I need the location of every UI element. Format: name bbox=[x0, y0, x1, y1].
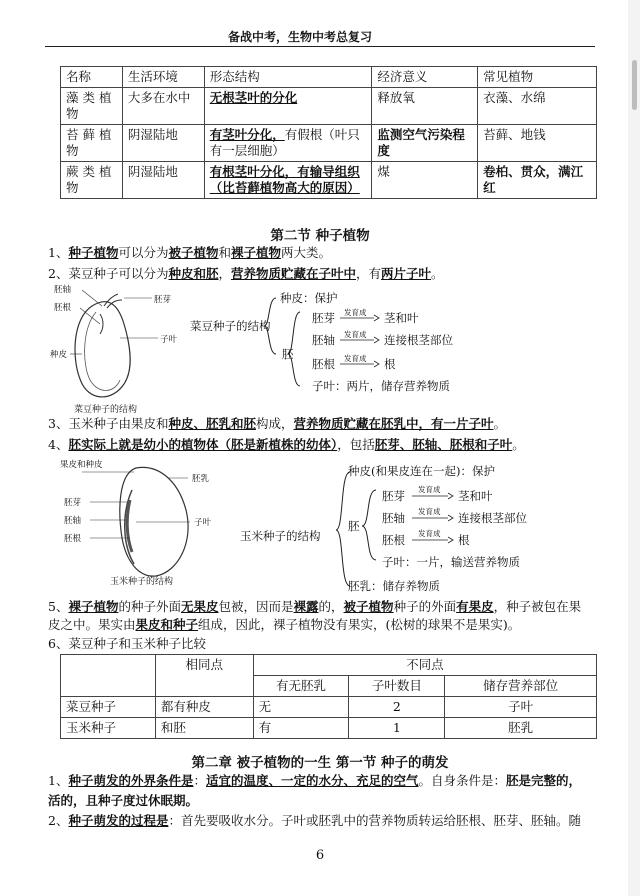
para-number: 1、 bbox=[48, 245, 69, 260]
paragraph-2 bbox=[48, 265, 444, 283]
term: 裸露 bbox=[293, 599, 319, 614]
label-pericarp-coat: 果皮和种皮 bbox=[60, 460, 103, 470]
text: 的种子外面 bbox=[118, 599, 181, 614]
develop-label: 发育成 bbox=[418, 485, 441, 494]
term: 营养物质贮藏在子叶中 bbox=[231, 266, 357, 281]
term: 活的，且种子度过休眠期。 bbox=[48, 793, 199, 808]
subheader-cell: 有无胚乳 bbox=[253, 676, 349, 697]
table-header-row bbox=[61, 655, 597, 676]
para-number: 1、 bbox=[48, 773, 69, 788]
text: ：首先要吸收水分。子叶或胚乳中的营养物质转运给胚根、胚芽、胚轴。随 bbox=[168, 813, 581, 828]
seed-compare-table bbox=[60, 654, 597, 739]
term: 种子萌发的外界条件是 bbox=[68, 773, 194, 788]
term: 果皮和种子 bbox=[135, 617, 199, 632]
cell-env: 阴湿陆地 bbox=[122, 162, 204, 199]
cell-same: 都有种皮 bbox=[155, 697, 253, 718]
header-cell: 生活环境 bbox=[122, 67, 204, 88]
label-hypocotyl: 胚轴 bbox=[54, 285, 72, 295]
structure-rest: 有假根（叶只有一层细胞） bbox=[209, 127, 360, 158]
embryo-node: 胚 bbox=[282, 347, 294, 361]
label-radicle: 胚根 bbox=[54, 303, 72, 313]
term: 种子萌发的过程是 bbox=[68, 813, 169, 828]
term: 胚是完整的， bbox=[506, 773, 582, 788]
term: 胚芽、胚轴、胚根和子叶 bbox=[374, 437, 513, 452]
plant-table bbox=[60, 66, 597, 199]
subheader-cell: 子叶数目 bbox=[349, 676, 445, 697]
cotyledon-node: 子叶：一片，输送营养物质 bbox=[382, 555, 520, 569]
radicle-node: 胚根 bbox=[382, 533, 405, 547]
paragraph-5-cont bbox=[48, 616, 520, 634]
text: 的， bbox=[318, 599, 344, 614]
paragraph-1 bbox=[48, 244, 331, 262]
cell-endosperm: 有 bbox=[253, 718, 349, 739]
header-same: 相同点 bbox=[155, 655, 253, 697]
text: 。 bbox=[493, 416, 507, 431]
hypocotyl-node: 胚轴 bbox=[312, 333, 335, 347]
term: 种子植物 bbox=[68, 245, 119, 260]
radicle-result: 根 bbox=[458, 533, 470, 547]
develop-label: 发育成 bbox=[418, 529, 441, 538]
para-number: 4、 bbox=[48, 437, 69, 452]
header-cell: 常见植物 bbox=[478, 67, 597, 88]
page-number: 6 bbox=[315, 848, 325, 863]
structure-emph: 有茎叶分化， bbox=[209, 127, 285, 142]
cell-cotyledons: 2 bbox=[349, 697, 445, 718]
paragraph-6: 6、菜豆种子和玉米种子比较 bbox=[48, 636, 206, 651]
text: ，有 bbox=[356, 266, 382, 281]
cell-plants: 卷柏、贯众，满江红 bbox=[478, 162, 597, 199]
vertical-scrollbar[interactable] bbox=[628, 0, 640, 896]
structure-emph: 有根茎叶分化，有输导组织（比苔藓植物高大的原因） bbox=[209, 164, 360, 195]
radicle-node: 胚根 bbox=[312, 357, 335, 371]
header-cell-empty bbox=[61, 655, 156, 697]
structure-emph: 无根茎叶的分化 bbox=[209, 90, 298, 105]
chapter-paragraph-1 bbox=[48, 772, 581, 790]
label-seed-coat: 种皮 bbox=[50, 350, 68, 360]
term: 被子植物 bbox=[343, 599, 394, 614]
label-endosperm: 胚乳 bbox=[192, 474, 210, 484]
header-cell: 名称 bbox=[61, 67, 123, 88]
paragraph-5 bbox=[48, 598, 581, 616]
scrollbar-thumb[interactable] bbox=[632, 60, 637, 110]
cell-name: 苔 藓 植 物 bbox=[61, 125, 123, 162]
radicle-result: 根 bbox=[384, 357, 396, 371]
text: 和 bbox=[218, 245, 232, 260]
cell-env: 阴湿陆地 bbox=[122, 125, 204, 162]
plumule-node: 胚芽 bbox=[312, 311, 335, 325]
cell-storage: 胚乳 bbox=[445, 718, 597, 739]
header-cell: 经济意义 bbox=[372, 67, 478, 88]
cell-plants: 衣藻、水绵 bbox=[478, 88, 597, 125]
cell-structure bbox=[204, 125, 372, 162]
plumule-result: 茎和叶 bbox=[384, 311, 419, 325]
cell-econ: 监测空气污染程度 bbox=[372, 125, 478, 162]
cell-plants: 苔藓、地钱 bbox=[478, 125, 597, 162]
term: 种皮和胚 bbox=[168, 266, 219, 281]
para-number: 2、 bbox=[48, 266, 69, 281]
text: 种子的外面 bbox=[393, 599, 457, 614]
develop-label: 发育成 bbox=[344, 330, 367, 339]
label-radicle: 胚根 bbox=[64, 534, 82, 544]
text: 可以分为 bbox=[118, 245, 169, 260]
cell-structure bbox=[204, 88, 372, 125]
header-cell: 形态结构 bbox=[204, 67, 372, 88]
term: 被子植物 bbox=[168, 245, 219, 260]
table-row bbox=[61, 88, 597, 125]
cell-same: 和胚 bbox=[155, 718, 253, 739]
cell-endosperm: 无 bbox=[253, 697, 349, 718]
cell-structure bbox=[204, 162, 372, 199]
diagram-root: 菜豆种子的结构 bbox=[190, 319, 271, 333]
endosperm-node: 胚乳：储存养物质 bbox=[348, 579, 440, 593]
cell-econ: 释放氧 bbox=[372, 88, 478, 125]
bean-seed-figure bbox=[52, 284, 192, 414]
text: ： bbox=[193, 773, 206, 788]
text: 构成， bbox=[255, 416, 294, 431]
text: 。 bbox=[431, 266, 444, 281]
develop-label: 发育成 bbox=[418, 507, 441, 516]
paragraph-3 bbox=[48, 415, 506, 433]
text: 皮之中。果实由 bbox=[48, 617, 136, 632]
label-cotyledon: 子叶 bbox=[160, 335, 178, 345]
chapter-title: 第二章 被子植物的一生 第一节 种子的萌发 bbox=[191, 755, 449, 771]
text: 两大类。 bbox=[281, 245, 332, 260]
cell-storage: 子叶 bbox=[445, 697, 597, 718]
embryo-node: 胚 bbox=[348, 519, 360, 533]
figure-caption: 玉米种子的结构 bbox=[110, 577, 174, 587]
label-cotyledon: 子叶 bbox=[194, 518, 212, 528]
label-plumule: 胚芽 bbox=[64, 498, 82, 508]
section-title: 第二节 种子植物 bbox=[270, 228, 370, 244]
text: ，包括 bbox=[337, 437, 375, 452]
label-plumule: 胚芽 bbox=[154, 295, 172, 305]
table-header-row bbox=[61, 67, 597, 88]
table-row bbox=[61, 718, 597, 739]
term: 适宜的温度、一定的水分、充足的空气 bbox=[205, 773, 419, 788]
table-row bbox=[61, 697, 597, 718]
cotyledon-node: 子叶：两片，储存营养物质 bbox=[312, 379, 450, 393]
term: 两片子叶 bbox=[381, 266, 432, 281]
develop-label: 发育成 bbox=[344, 308, 367, 317]
header-diff: 不同点 bbox=[253, 655, 596, 676]
paragraph-4 bbox=[48, 436, 525, 454]
corn-structure-diagram bbox=[240, 460, 540, 596]
para-number: 2、 bbox=[48, 813, 69, 828]
term: 无果皮 bbox=[180, 599, 219, 614]
text: 。自身条件是： bbox=[418, 773, 507, 788]
page-header: 备战中考，生物中考总复习 bbox=[227, 30, 372, 44]
cell-name: 玉米种子 bbox=[61, 718, 156, 739]
cell-name: 菜豆种子 bbox=[61, 697, 156, 718]
text: ，种子被包在果 bbox=[493, 599, 582, 614]
hypocotyl-result: 连接根茎部位 bbox=[458, 511, 527, 525]
term: 营养物质贮藏在胚乳中，有一片子叶 bbox=[293, 416, 494, 431]
chapter-paragraph-2 bbox=[48, 812, 581, 830]
term: 有果皮 bbox=[456, 599, 494, 614]
cell-name: 蕨 类 植 物 bbox=[61, 162, 123, 199]
corn-seed-figure bbox=[60, 460, 230, 590]
term: 种皮、胚乳和胚 bbox=[168, 416, 256, 431]
cell-econ: 煤 bbox=[372, 162, 478, 199]
cell-cotyledons: 1 bbox=[349, 718, 445, 739]
plumule-result: 茎和叶 bbox=[458, 489, 493, 503]
term: 裸子植物 bbox=[68, 599, 119, 614]
term: 裸子植物 bbox=[231, 245, 282, 260]
para-number: 3、 bbox=[48, 416, 69, 431]
cell-name: 藻 类 植 物 bbox=[61, 88, 123, 125]
subheader-cell: 储存营养部位 bbox=[445, 676, 597, 697]
para-number: 5、 bbox=[48, 599, 69, 614]
plumule-node: 胚芽 bbox=[382, 489, 405, 503]
develop-label: 发育成 bbox=[344, 354, 367, 363]
text: ， bbox=[218, 266, 231, 281]
term: 胚实际上就是幼小的植物体（胚是新植株的幼体） bbox=[68, 437, 338, 452]
table-row bbox=[61, 125, 597, 162]
seed-coat-node: 种皮(和果皮连在一起)：保护 bbox=[348, 464, 495, 478]
table-row bbox=[61, 162, 597, 199]
cell-env: 大多在水中 bbox=[122, 88, 204, 125]
diagram-root: 玉米种子的结构 bbox=[240, 529, 321, 543]
hypocotyl-result: 连接根茎部位 bbox=[384, 333, 453, 347]
text: 菜豆种子可以分为 bbox=[68, 266, 169, 281]
text: 玉米种子由果皮和 bbox=[68, 416, 169, 431]
header-divider bbox=[45, 46, 595, 47]
seed-coat-node: 种皮：保护 bbox=[280, 291, 338, 305]
figure-caption: 菜豆种子的结构 bbox=[74, 405, 138, 415]
text: 。 bbox=[512, 437, 525, 452]
bean-structure-diagram bbox=[190, 290, 470, 400]
hypocotyl-node: 胚轴 bbox=[382, 511, 405, 525]
text: 包被，因而是 bbox=[218, 599, 294, 614]
text: 组成，因此，裸子植物没有果实，(松树的球果不是果实)。 bbox=[198, 617, 521, 632]
label-hypocotyl: 胚轴 bbox=[64, 516, 82, 526]
chapter-paragraph-1-cont bbox=[48, 792, 198, 810]
